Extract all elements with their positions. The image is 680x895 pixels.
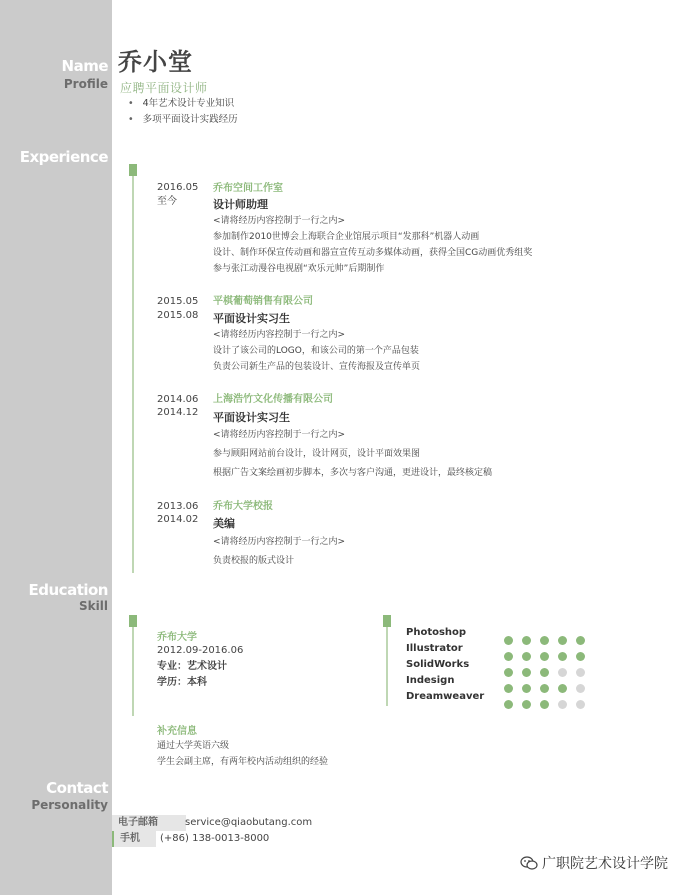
exp-date-start: 2015.05 xyxy=(157,296,199,307)
exp-description xyxy=(213,534,345,569)
skill-row xyxy=(406,659,606,675)
education-timeline-marker xyxy=(129,615,137,627)
exp-desc-line: <请将经历内容控制于一行之内> xyxy=(213,537,346,547)
skill-row xyxy=(406,675,606,691)
exp-desc-line: 负责公司新生产品的包装设计、宣传海报及宣传单页 xyxy=(213,362,421,372)
skill-timeline xyxy=(386,620,388,706)
exp-desc-line: 负责校报的版式设计 xyxy=(213,556,295,566)
experience-timeline xyxy=(132,170,134,573)
edu-extra xyxy=(157,738,328,770)
edu-extra-title: 补充信息 xyxy=(157,726,197,737)
exp-company: 上海浩竹文化传播有限公司 xyxy=(213,394,333,405)
exp-role: 设计师助理 xyxy=(213,198,268,211)
phone-value: (+86) 138-0013-8000 xyxy=(160,833,270,844)
rating-dot-empty xyxy=(576,700,585,709)
name-label: Name xyxy=(61,57,108,75)
exp-role: 美编 xyxy=(213,517,235,530)
exp-desc-line: 设计、制作环保宣传动画和器宣宣传互动多媒体动画，获得全国CG动画优秀组奖 xyxy=(213,248,533,258)
skill-name: Indesign xyxy=(406,675,455,686)
exp-desc-line: 参加制作2010世博会上海联合企业馆展示项目“发那科”机器人动画 xyxy=(213,232,480,242)
exp-role: 平面设计实习生 xyxy=(213,312,290,325)
sidebar xyxy=(0,0,112,895)
rating-dot-empty xyxy=(558,700,567,709)
profile-bullets xyxy=(128,96,238,128)
exp-description xyxy=(213,427,492,481)
rating-dot-filled xyxy=(522,700,531,709)
exp-date-end: 2014.12 xyxy=(157,407,199,418)
rating-dot-filled xyxy=(540,700,549,709)
skill-row xyxy=(406,691,606,707)
experience-label: Experience xyxy=(19,148,108,166)
exp-description xyxy=(213,213,532,277)
edu-degree: 学历：本科 xyxy=(157,677,207,688)
skill-name: SolidWorks xyxy=(406,659,470,670)
contact-label: Contact xyxy=(46,779,108,797)
profile-bullet: • 4年艺术设计专业知识 xyxy=(128,96,238,112)
education-label: Education xyxy=(28,581,108,599)
edu-period: 2012.09-2016.06 xyxy=(157,645,244,656)
exp-role: 平面设计实习生 xyxy=(213,411,290,424)
wechat-icon xyxy=(520,856,538,870)
job-target: 应聘平面设计师 xyxy=(120,81,208,95)
exp-date-end: 2015.08 xyxy=(157,310,199,321)
skill-name: Illustrator xyxy=(406,643,463,654)
exp-date-start: 2014.06 xyxy=(157,394,199,405)
edu-school: 乔布大学 xyxy=(157,632,197,643)
phone-label: 手机 xyxy=(112,831,156,847)
watermark-text: 广职院艺术设计学院 xyxy=(542,856,668,872)
exp-date-end: 2014.02 xyxy=(157,514,199,525)
exp-desc-line: 根据广告文案绘画初步脚本，多次与客户沟通，更进设计，最终核定稿 xyxy=(213,468,493,478)
skill-timeline-marker xyxy=(383,615,391,627)
email-label: 电子邮箱 xyxy=(112,815,186,831)
exp-desc-line: <请将经历内容控制于一行之内> xyxy=(213,216,346,226)
skill-name: Dreamweaver xyxy=(406,691,485,702)
edu-extra-line: 通过大学英语六级 xyxy=(157,741,230,751)
exp-desc-line: <请将经历内容控制于一行之内> xyxy=(213,330,346,340)
edu-major: 专业：艺术设计 xyxy=(157,661,227,672)
experience-timeline-marker xyxy=(129,164,137,176)
exp-desc-line: 设计了该公司的LOGO，和该公司的第一个产品包装 xyxy=(213,346,419,356)
exp-description xyxy=(213,327,420,375)
education-timeline xyxy=(132,620,134,716)
profile-label: Profile xyxy=(63,77,108,91)
exp-company: 乔布空间工作室 xyxy=(213,183,283,194)
exp-desc-line: <请将经历内容控制于一行之内> xyxy=(213,430,346,440)
profile-bullet: • 多项平面设计实践经历 xyxy=(128,112,238,128)
exp-date-start: 2016.05 xyxy=(157,182,199,193)
skill-label: Skill xyxy=(79,599,108,613)
rating-dot-filled xyxy=(504,700,513,709)
email-value: service@qiaobutang.com xyxy=(185,817,313,828)
exp-desc-line: 参与顾阳网站前台设计，设计网页，设计平面效果图 xyxy=(213,449,421,459)
person-name: 乔小堂 xyxy=(118,48,193,76)
skill-row xyxy=(406,643,606,659)
exp-date-start: 2013.06 xyxy=(157,501,199,512)
exp-date-end: 至今 xyxy=(157,196,177,207)
exp-desc-line: 参与张江动漫谷电视剧“欢乐元帅”后期制作 xyxy=(213,264,385,274)
edu-extra-line: 学生会副主席，有两年校内活动组织的经验 xyxy=(157,757,329,767)
watermark xyxy=(520,853,668,873)
exp-company: 平棋葡萄销售有限公司 xyxy=(213,296,313,307)
personality-label: Personality xyxy=(31,798,108,812)
skill-name: Photoshop xyxy=(406,627,467,638)
exp-company: 乔布大学校报 xyxy=(213,501,273,512)
skill-rating xyxy=(504,694,594,713)
skill-row xyxy=(406,627,606,643)
